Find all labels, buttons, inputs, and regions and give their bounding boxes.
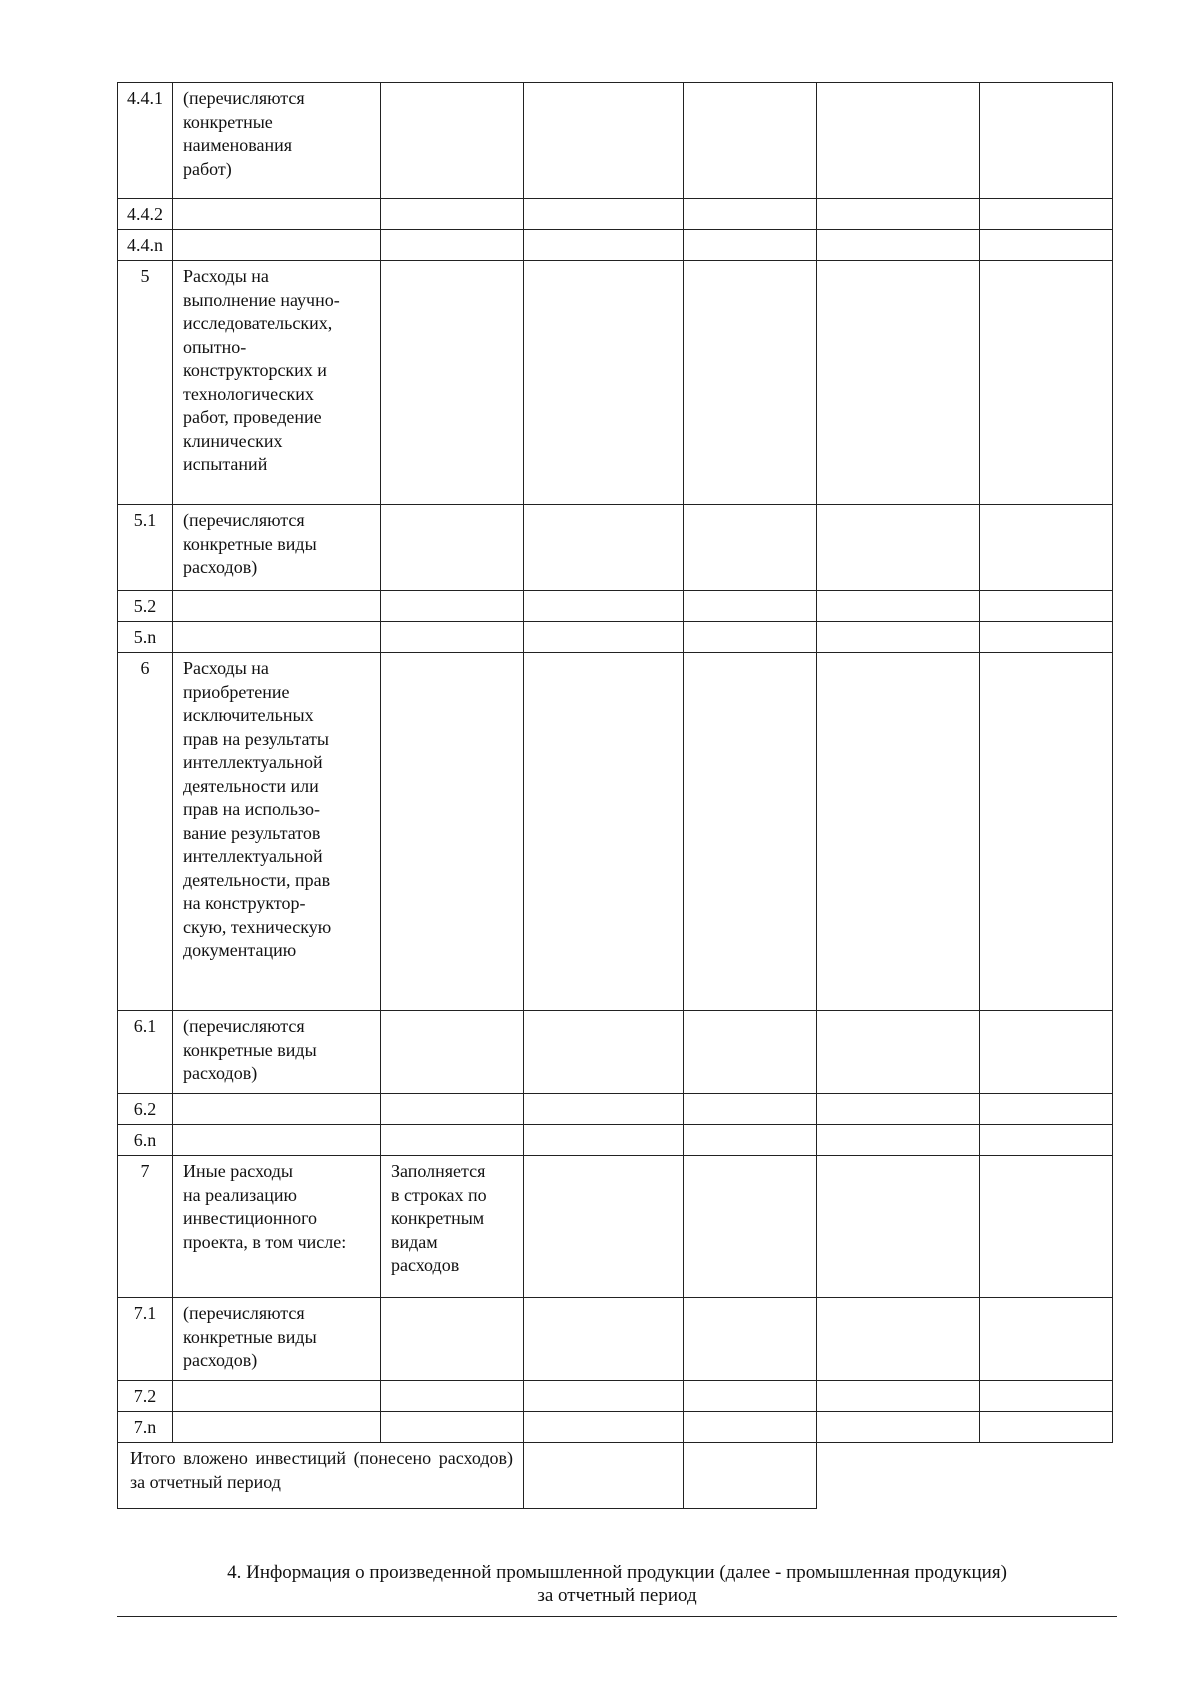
row-description: (перечисляются конкретные наименования работ) [173,83,381,199]
value-cell [817,591,980,622]
value-cell [980,1381,1113,1412]
value-cell [684,230,817,261]
value-cell [817,1156,980,1298]
table-row [118,199,1113,230]
value-cell [817,1412,980,1443]
row-note [381,1011,524,1094]
value-cell [684,1412,817,1443]
value-cell [524,1125,684,1156]
row-description: Иные расходы на реализацию инвестиционного проекта, в том числе: [173,1156,381,1298]
total-value-cell [524,1443,684,1509]
row-number: 5.n [118,622,173,653]
row-description: Расходы на приобретение исключительных прав на результаты интеллектуальной деятельности или прав на использо- вание результатов интеллектуальной деятельности, прав на конструктор- скую, техническую документацию [173,653,381,1011]
value-cell [684,1125,817,1156]
value-cell [817,199,980,230]
row-description: (перечисляются конкретные виды расходов) [173,1298,381,1381]
row-note [381,1125,524,1156]
total-row [118,1443,1113,1509]
value-cell [684,1156,817,1298]
row-number: 7 [118,1156,173,1298]
row-number: 4.4.2 [118,199,173,230]
row-note [381,622,524,653]
row-number: 5 [118,261,173,505]
table-row [118,591,1113,622]
table-row [118,622,1113,653]
row-note [381,199,524,230]
row-description: Расходы на выполнение научно- исследовательских, опытно- конструкторских и технологических работ, проведение клинических испытаний [173,261,381,505]
value-cell [684,1298,817,1381]
value-cell [980,83,1113,199]
row-number: 6.2 [118,1094,173,1125]
table-row [118,1011,1113,1094]
row-note [381,591,524,622]
row-number: 6 [118,653,173,1011]
value-cell [980,1156,1113,1298]
value-cell [980,1094,1113,1125]
value-cell [817,1381,980,1412]
value-cell [980,199,1113,230]
row-note [381,1298,524,1381]
investment-expenses-table [117,82,1113,1509]
row-description [173,199,381,230]
horizontal-rule [117,1616,1117,1617]
value-cell [684,199,817,230]
table-row [118,83,1113,199]
row-number: 5.2 [118,591,173,622]
value-cell [684,591,817,622]
value-cell [684,261,817,505]
value-cell [980,622,1113,653]
row-note [381,653,524,1011]
value-cell [524,1381,684,1412]
table-row [118,1125,1113,1156]
value-cell [684,505,817,591]
value-cell [684,653,817,1011]
total-value-cell [684,1443,817,1509]
empty-area [817,1443,1113,1509]
row-number: 7.2 [118,1381,173,1412]
table-row [118,1094,1113,1125]
value-cell [524,591,684,622]
row-note [381,1381,524,1412]
value-cell [684,622,817,653]
value-cell [524,653,684,1011]
table-row [118,261,1113,505]
value-cell [684,1381,817,1412]
row-note [381,230,524,261]
total-label: Итого вложено инвестиций (понесено расходов) за отчетный период [118,1443,524,1509]
table-row [118,1412,1113,1443]
value-cell [524,1011,684,1094]
table-row [118,1381,1113,1412]
value-cell [980,230,1113,261]
value-cell [817,83,980,199]
row-description [173,1381,381,1412]
value-cell [980,1298,1113,1381]
row-number: 6.n [118,1125,173,1156]
row-number: 5.1 [118,505,173,591]
table-row [118,230,1113,261]
value-cell [817,653,980,1011]
table-row [118,653,1113,1011]
row-description: (перечисляются конкретные виды расходов) [173,505,381,591]
value-cell [980,653,1113,1011]
value-cell [817,230,980,261]
value-cell [524,261,684,505]
row-description [173,622,381,653]
row-note [381,261,524,505]
value-cell [817,1094,980,1125]
value-cell [524,83,684,199]
value-cell [980,1125,1113,1156]
row-number: 4.4.1 [118,83,173,199]
row-note [381,83,524,199]
row-number: 6.1 [118,1011,173,1094]
value-cell [524,505,684,591]
row-description [173,1094,381,1125]
value-cell [980,261,1113,505]
row-number: 7.n [118,1412,173,1443]
value-cell [980,591,1113,622]
value-cell [817,505,980,591]
section-heading [117,1561,1117,1607]
value-cell [817,622,980,653]
value-cell [524,1412,684,1443]
value-cell [817,1125,980,1156]
value-cell [817,261,980,505]
value-cell [524,622,684,653]
row-description [173,591,381,622]
value-cell [684,1094,817,1125]
row-description: (перечисляются конкретные виды расходов) [173,1011,381,1094]
value-cell [524,1094,684,1125]
row-description [173,1412,381,1443]
row-note [381,1094,524,1125]
value-cell [524,230,684,261]
value-cell [817,1298,980,1381]
value-cell [524,1156,684,1298]
value-cell [684,83,817,199]
row-description [173,1125,381,1156]
table-row [118,1298,1113,1381]
value-cell [980,505,1113,591]
table-row [118,505,1113,591]
row-number: 7.1 [118,1298,173,1381]
value-cell [524,1298,684,1381]
row-note [381,1412,524,1443]
value-cell [817,1011,980,1094]
section-heading-text: 4. Информация о произведенной промышленной продукции (далее - промышленная продукция) за отчетный период [227,1562,1007,1606]
row-description [173,230,381,261]
table-row [118,1156,1113,1298]
row-note [381,505,524,591]
row-note: Заполняется в строках по конкретным видам расходов [381,1156,524,1298]
value-cell [684,1011,817,1094]
row-number: 4.4.n [118,230,173,261]
value-cell [980,1412,1113,1443]
value-cell [980,1011,1113,1094]
value-cell [524,199,684,230]
